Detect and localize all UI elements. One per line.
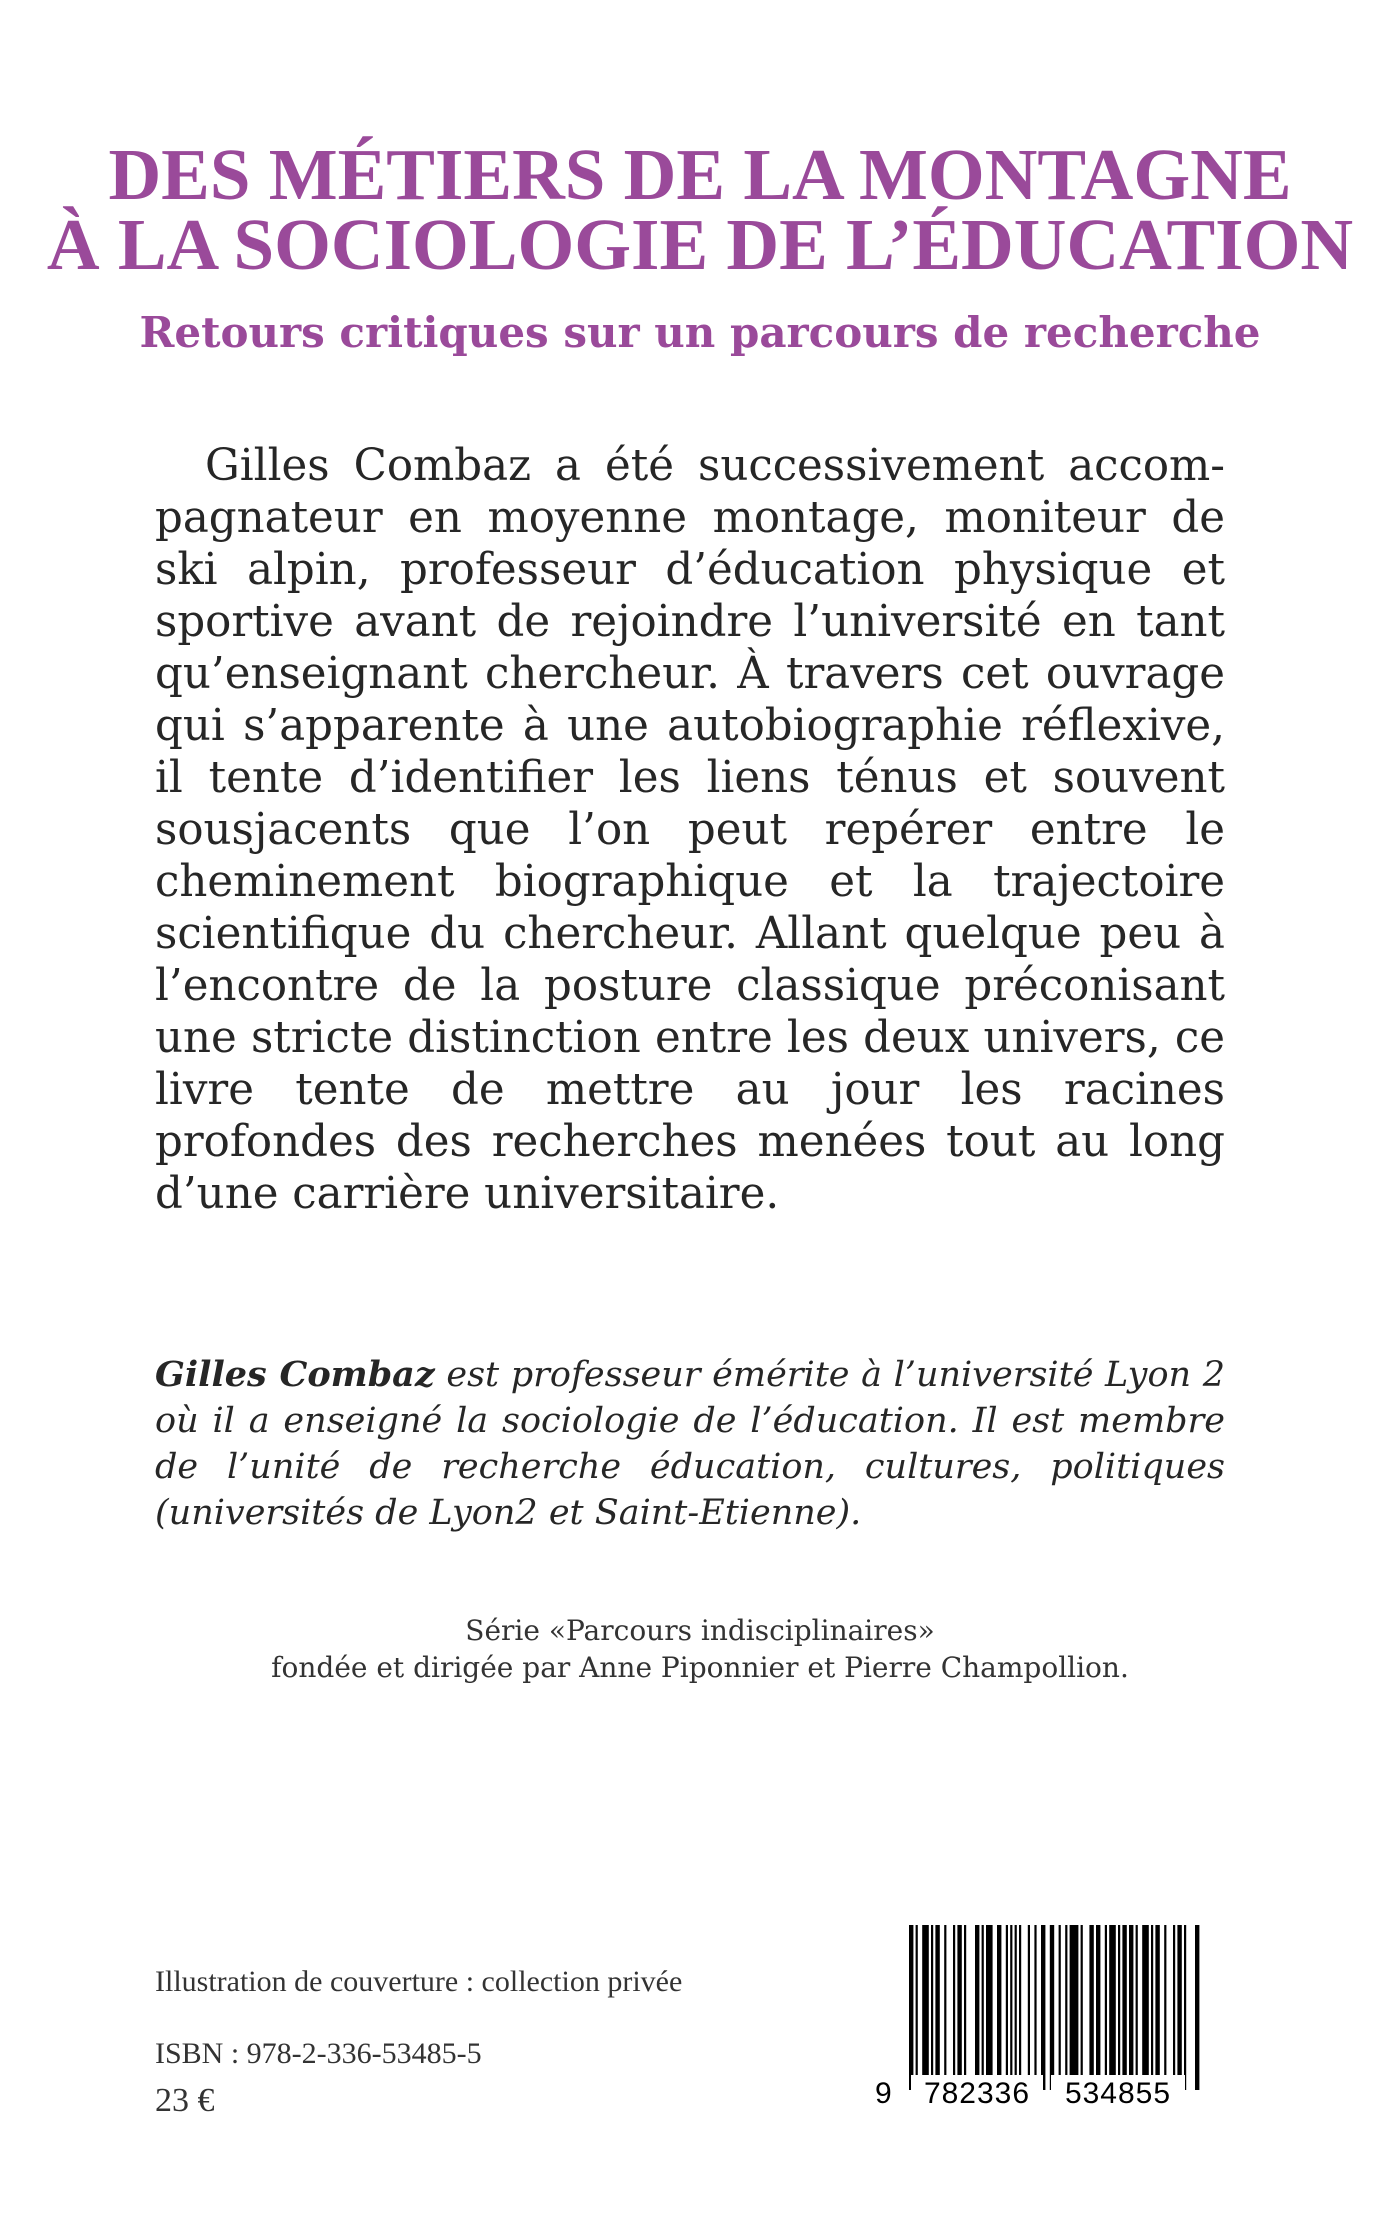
- author-bio: [155, 1352, 1225, 1536]
- series-line-1: Série «Parcours indisciplinaires»: [465, 1614, 935, 1647]
- barcode-bar: [975, 1925, 979, 2090]
- series-line-2: fondée et dirigée par Anne Piponnier et Pierre Champollion.: [271, 1651, 1129, 1684]
- barcode-bar: [1164, 1925, 1166, 2090]
- barcode-bar: [1155, 1925, 1159, 2090]
- barcode-bar: [1195, 1925, 1199, 2090]
- barcode-bar: [1065, 1925, 1067, 2090]
- barcode-bar: [1059, 1925, 1061, 2090]
- cover-illustration-credit: Illustration de couverture : collection privée: [155, 1965, 683, 1998]
- barcode-bar: [935, 1925, 939, 2090]
- barcode-bar: [1041, 1925, 1045, 2090]
- barcode-bar: [909, 1925, 913, 2090]
- book-subtitle: Retours critiques sur un parcours de recherche: [139, 308, 1261, 357]
- barcode-digits-left: 782336: [923, 2077, 1031, 2108]
- barcode-bar: [1151, 1925, 1153, 2090]
- title-block: [0, 134, 1400, 357]
- series-note: [0, 1612, 1400, 1686]
- barcode-bar: [1050, 1925, 1054, 2090]
- back-cover-blurb: Gilles Combaz a été successivement accompagnateur en moyenne montage, moniteur de ski alpin, professeur d’éducation physique et sportive avant de rejoindre l’université en tant qu’enseignant chercheur. À travers cet ouvrage qui s’apparente à une autobiographie réflexive, il tente d’identifier les liens ténus et souvent sousjacents que l’on peut repérer entre le cheminement biographique et la trajectoire scientifique du chercheur. Allant quelque peu à l’encontre de la posture classique préconisant une stricte distinction entre les deux univers, ce livre tente de mettre au jour les racines profondes des recherches menées tout au long d’une carrière universitaire.: [155, 441, 1225, 1219]
- barcode-bar: [1136, 1925, 1138, 2090]
- barcode-bar: [1081, 1925, 1083, 2090]
- author-bio-text: est professeur émérite à l’université Lyon 2 où il a enseigné la sociologie de l’éducation. Il est membre de l’unité de recherche éducation, cultures, politiques (universités de Lyon2 et Saint-Etienne).: [155, 1355, 1225, 1533]
- barcode-bar: [922, 1925, 929, 2090]
- barcode-bar: [1034, 1925, 1036, 2090]
- barcode-bar: [1096, 1925, 1100, 2090]
- barcode-bar: [1122, 1925, 1126, 2090]
- barcode-bar: [1015, 1925, 1017, 2090]
- barcode-bar: [957, 1925, 961, 2090]
- barcode-bar: [1089, 1925, 1093, 2090]
- barcode-bar: [1177, 1925, 1181, 2090]
- isbn: ISBN : 978-2-336-53485-5: [155, 2037, 482, 2070]
- barcode-bar: [982, 1925, 984, 2090]
- barcode-bar: [1109, 1925, 1116, 2090]
- barcode-bar: [944, 1925, 946, 2090]
- barcode-first-digit: 9: [875, 2077, 892, 2108]
- barcode-digits-right: 534855: [1064, 2077, 1172, 2108]
- book-title-line-1: DES MÉTIERS DE LA MONTAGNE: [108, 134, 1292, 215]
- barcode-bar: [1173, 1925, 1175, 2090]
- barcode-bar: [986, 1925, 993, 2090]
- barcode-bar: [997, 1925, 1001, 2090]
- isbn-barcode: [873, 1925, 1213, 2108]
- price: 23 €: [155, 2082, 215, 2119]
- book-title-line-2: À LA SOCIOLOGIE DE L’ÉDUCATION: [46, 204, 1354, 285]
- barcode-bar: [931, 1925, 933, 2090]
- barcode-bar: [964, 1925, 966, 2090]
- barcode-bar: [1028, 1925, 1030, 2090]
- barcode-bar: [1010, 1925, 1012, 2090]
- barcode-bar: [953, 1925, 955, 2090]
- author-name: Gilles Combaz: [155, 1354, 435, 1395]
- barcode-bar: [1070, 1925, 1079, 2090]
- barcode-bar: [1129, 1925, 1133, 2090]
- barcode-bar: [1006, 1925, 1008, 2090]
- barcode-bar: [916, 1925, 918, 2090]
- barcode-bar: [1105, 1925, 1107, 2090]
- barcode-bar: [1118, 1925, 1120, 2090]
- barcode-bar: [1142, 1925, 1149, 2090]
- barcode-bar: [1184, 1925, 1186, 2090]
- barcode-bar: [1019, 1925, 1021, 2090]
